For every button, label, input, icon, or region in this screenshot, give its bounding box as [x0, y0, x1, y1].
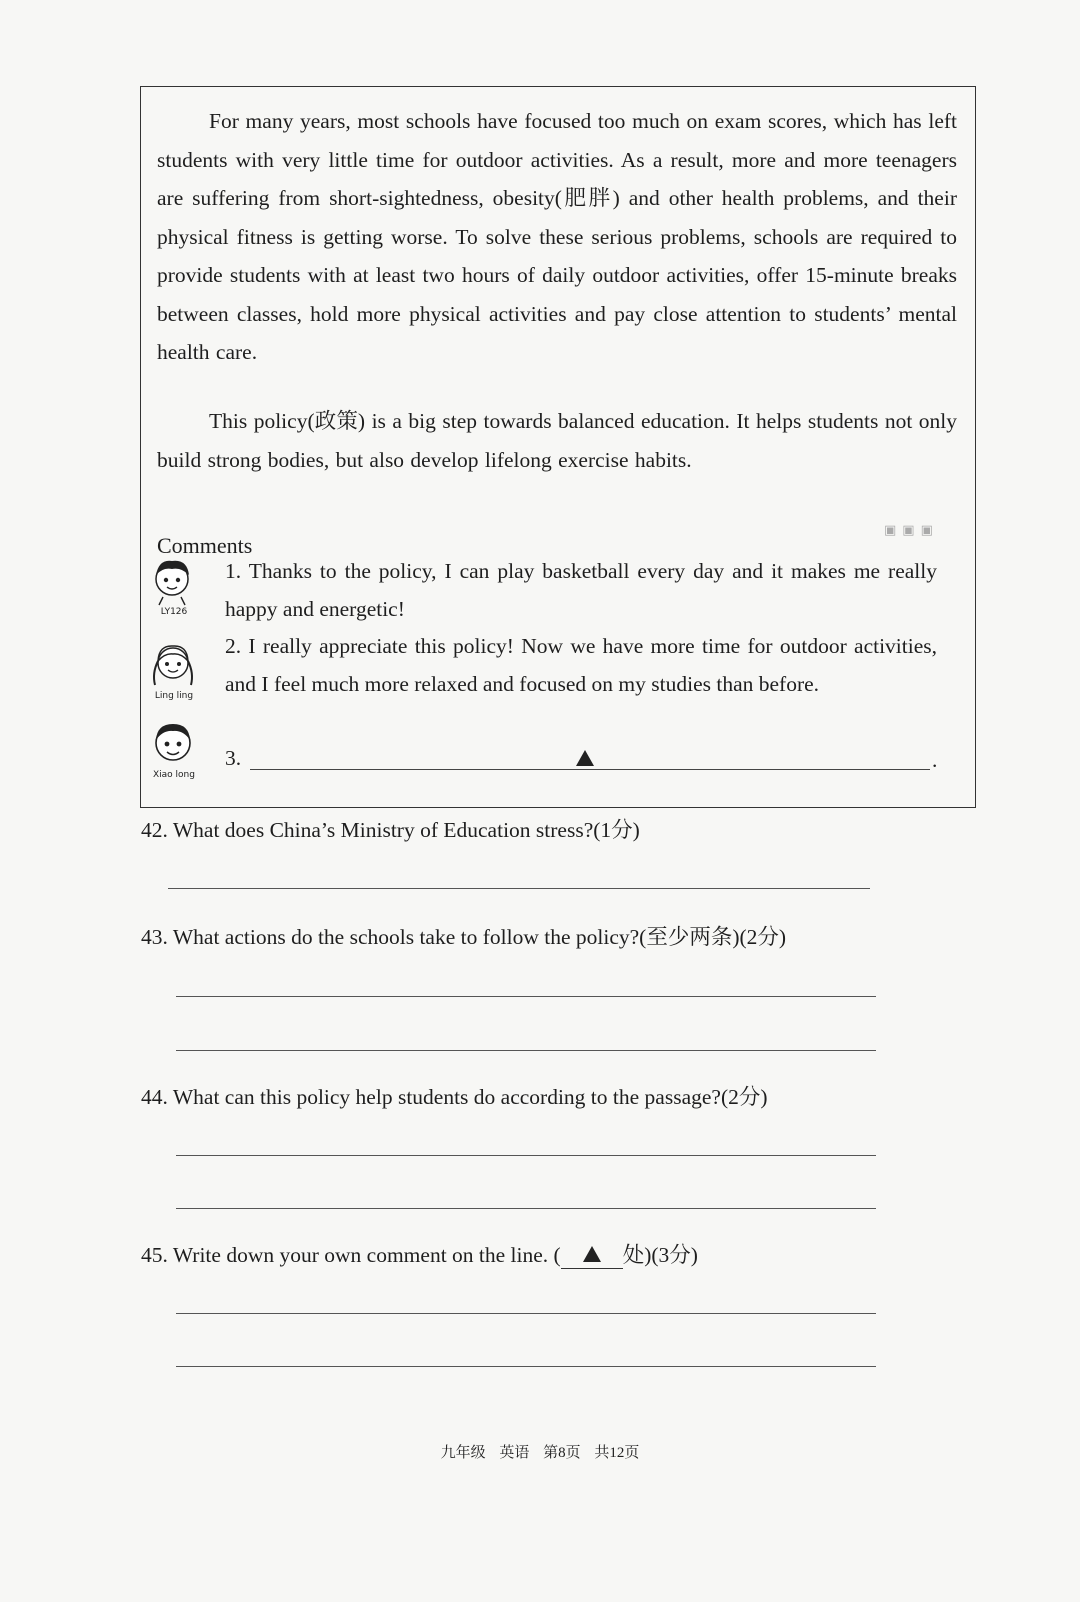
triangle-marker-icon [576, 750, 594, 771]
avatar-caption: LY126 [160, 607, 188, 617]
comment-text: I really appreciate this policy! Now we have more time for outdoor activities, and I feel much more relaxed and focused on my studies than before. [225, 634, 938, 696]
comment-1 [225, 553, 937, 628]
question-45 [141, 1238, 698, 1269]
comment-number: 1. [225, 559, 242, 583]
answer-line-43-1[interactable] [176, 996, 876, 997]
scan-icons: ▣▣▣ [884, 522, 939, 537]
question-42: 42. What does China’s Ministry of Education stress?(1分) [141, 818, 640, 842]
answer-line-43-2[interactable] [176, 1050, 876, 1051]
avatar-caption: Xiao long [153, 770, 195, 780]
comments-title: Comments [157, 533, 253, 558]
question-43: 43. What actions do the schools take to follow the policy?(至少两条)(2分) [141, 925, 787, 949]
answer-line-44-1[interactable] [176, 1155, 876, 1156]
page-footer: 九年级 英语 第8页 共12页 [440, 1445, 640, 1461]
passage-paragraph-2: This policy(政策) is a big step towards balanced education. It helps students not only build strong bodies, but also develop lifelong exercise habits. [157, 409, 957, 472]
triangle-blank [561, 1243, 623, 1269]
triangle-marker-icon [583, 1246, 601, 1262]
answer-line-42[interactable] [168, 888, 870, 889]
avatar-caption: Ling ling [154, 691, 194, 701]
question-45-suffix: 处)(3分) [622, 1243, 698, 1267]
comment-number: 2. [225, 634, 242, 658]
answer-line-44-2[interactable] [176, 1208, 876, 1209]
comment-3-period: . [932, 748, 938, 772]
question-45-prefix: 45. Write down your own comment on the line. ( [141, 1243, 561, 1267]
girl-avatar-icon [145, 637, 201, 693]
boy-avatar-icon [145, 716, 201, 772]
answer-line-45-2[interactable] [176, 1366, 876, 1367]
question-44: 44. What can this policy help students do according to the passage?(2分) [141, 1085, 768, 1109]
comment-2 [225, 628, 937, 703]
comment-text: Thanks to the policy, I can play basketball every day and it makes me really happy and energetic! [225, 559, 937, 621]
avatar-xiao-long [145, 716, 203, 780]
avatar-ly126 [145, 553, 203, 617]
avatar-ling-ling [145, 637, 203, 701]
comment-3-number: 3. [225, 746, 242, 770]
boy-avatar-icon [145, 553, 199, 609]
answer-line-45-1[interactable] [176, 1313, 876, 1314]
passage-paragraph-1: For many years, most schools have focused too much on exam scores, which has left students with very little time for outdoor activities. As a result, more and more teenagers are suffering from short-sightedness, obesity(肥胖) and other health problems, and their physical fitness is getting worse. To solve these serious problems, schools are required to provide students with at least two hours of daily outdoor activities, offer 15-minute breaks between classes, hold more physical activities and pay close attention to students’ mental health care. [157, 109, 957, 364]
